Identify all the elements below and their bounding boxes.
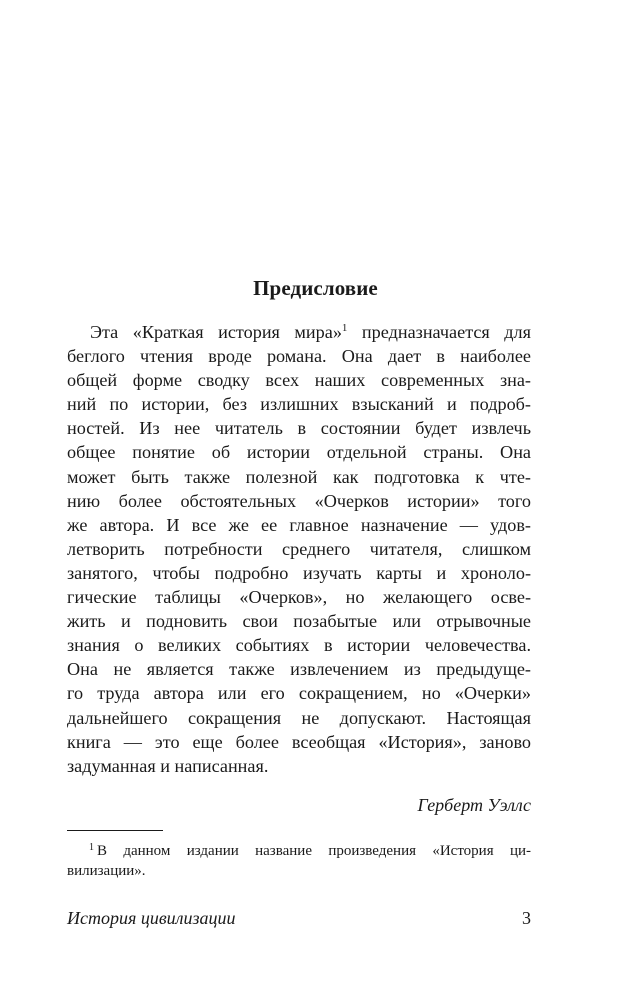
footnote-reference: 1 — [341, 322, 348, 334]
text-line: же автора. И все же ее главное назначение — удов- — [67, 514, 531, 535]
text-line: беглого чтения вроде романа. Она дает в наиболее — [67, 346, 531, 367]
text-line: знания о великих событиях в истории человечества. — [67, 635, 531, 656]
footnote — [67, 842, 531, 881]
page-title: Предисловие — [253, 276, 378, 300]
text-line-content: Эта «Краткая история мира» — [90, 322, 342, 342]
author-signature: Герберт Уэллс — [417, 795, 531, 815]
footnote-divider — [67, 830, 163, 831]
text-line: летворить потребности среднего читателя, слишком — [67, 538, 531, 559]
text-line — [67, 320, 531, 344]
text-line: жить и подновить свои позабытые или отрывочные — [67, 611, 531, 632]
footnote-line — [67, 842, 531, 862]
text-line: нию более обстоятельных «Очерков истории» того — [67, 490, 531, 511]
text-line: книга — это еще более всеобщая «История», заново — [67, 731, 531, 752]
text-line: может быть также полезной как подготовка к чте- — [67, 466, 531, 487]
preface-body — [67, 320, 531, 778]
text-line: дальнейшего сокращения не допускают. Настоящая — [67, 707, 531, 728]
text-line-continuation: предназначается для — [347, 322, 531, 342]
text-line: общее понятие об истории отдельной страны. Она — [67, 442, 531, 463]
text-line: гические таблицы «Очерков», но желающего осве- — [67, 587, 531, 608]
footnote-text: В данном издании название произведения «История ци- — [97, 843, 531, 859]
text-line: ний по истории, без излишних взысканий и подроб- — [67, 394, 531, 415]
text-line: общей форме сводку всех наших современных зна- — [67, 370, 531, 391]
text-line: занятого, чтобы подробно изучать карты и хроноло- — [67, 562, 531, 583]
running-title: История цивилизации — [67, 908, 236, 928]
footnote-marker: 1 — [89, 842, 94, 853]
page-number: 3 — [522, 908, 531, 928]
text-line: го труда автора или его сокращением, но «Очерки» — [67, 683, 531, 704]
text-line: задуманная и написанная. — [67, 755, 269, 776]
footnote-line: вилизации». — [67, 862, 146, 879]
text-line: ностей. Из нее читатель в состоянии будет извлечь — [67, 418, 531, 439]
text-line: Она не является также извлечением из предыдуще- — [67, 659, 531, 680]
